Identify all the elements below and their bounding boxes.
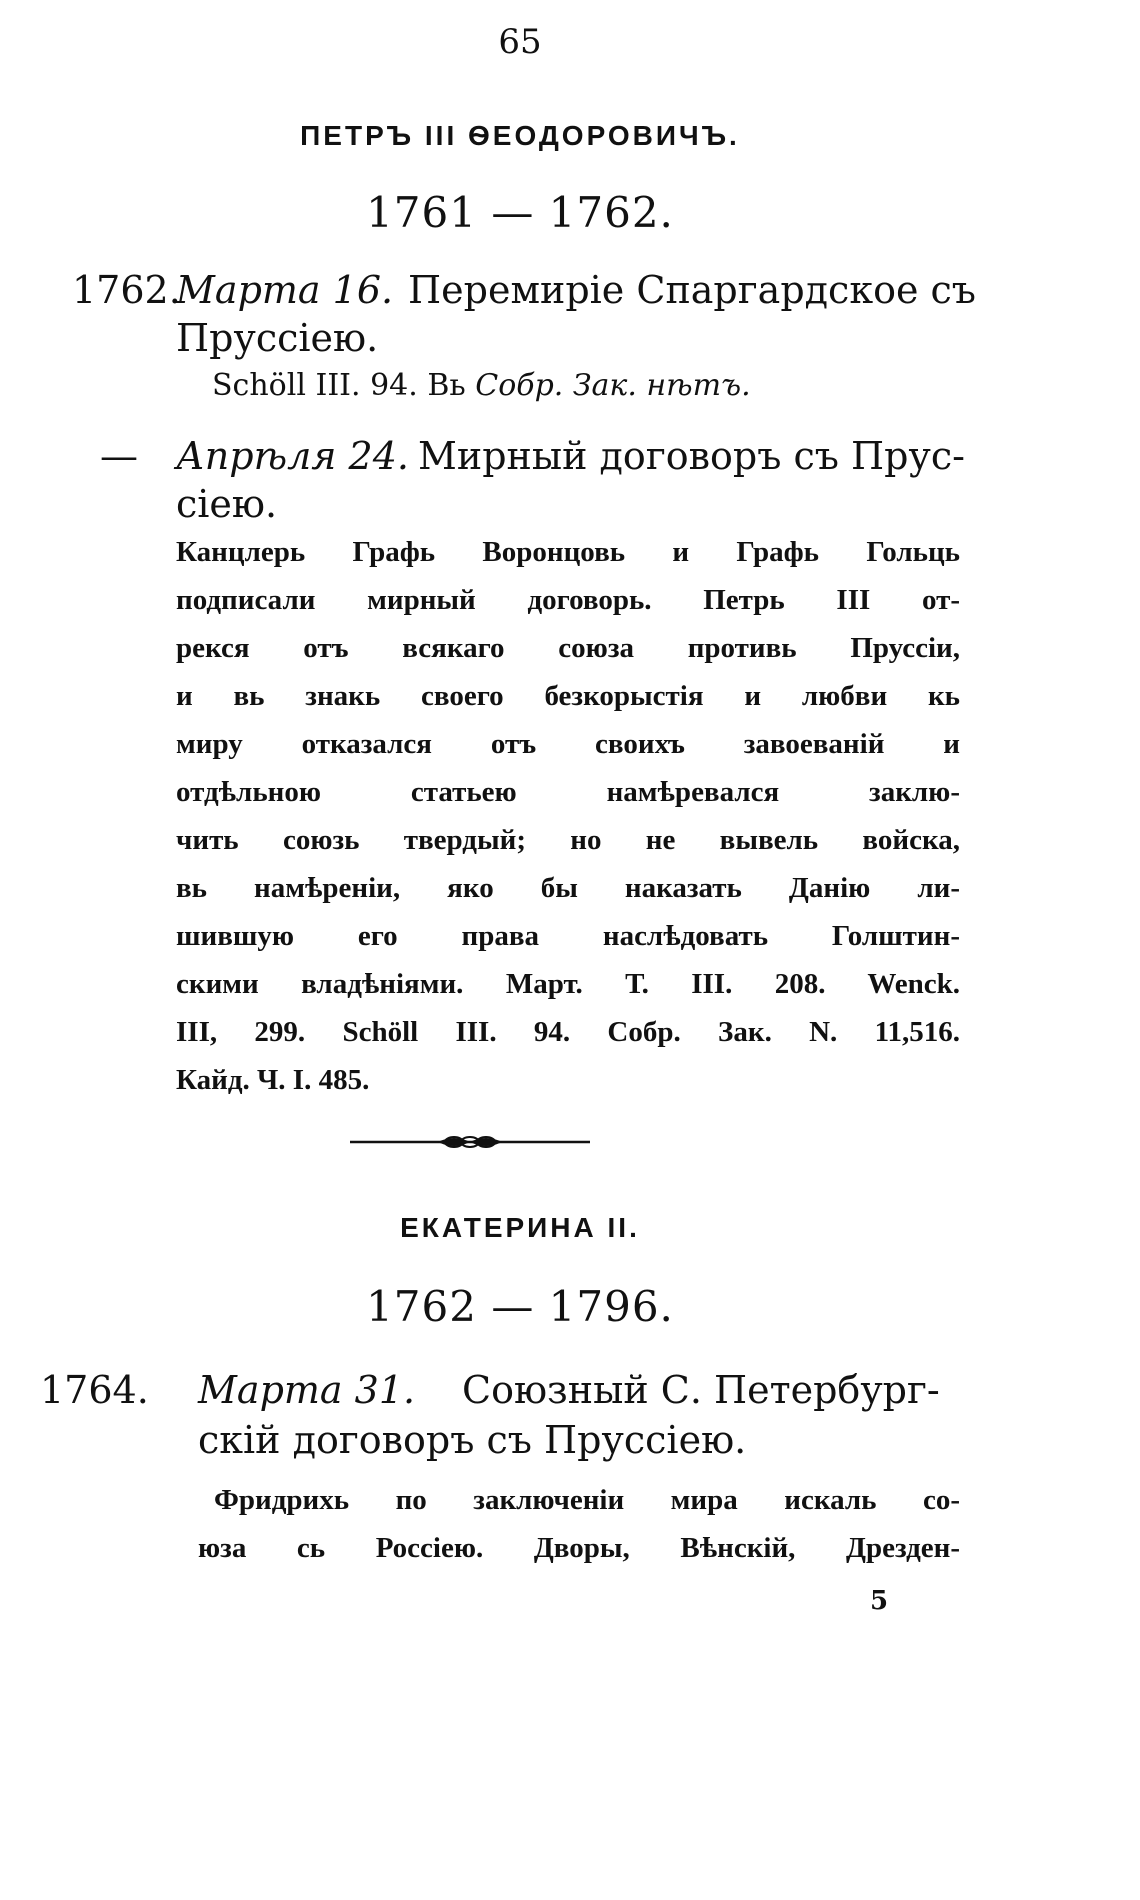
signature-mark: 5 bbox=[870, 1586, 889, 1616]
entry-body-line: III, 299. Schöll III. 94. Собр. Зак. N. 11,516. bbox=[176, 1016, 960, 1048]
entry-body-line: шившую его права наслѣдовать Голштин- bbox=[176, 920, 960, 952]
section-heading-peter-iii: ПЕТРЪ III ѲЕОДОРОВИЧЪ. bbox=[300, 120, 740, 151]
page-number: 65 bbox=[498, 22, 542, 62]
entry-body-line: Фридрихь по заключеніи мира искаль со- bbox=[214, 1484, 960, 1516]
entry-date: Апрѣля 24. bbox=[176, 434, 409, 478]
entry-body-line: чить союзь твердый; но не вывель войска, bbox=[176, 824, 960, 856]
entry-body-line: вь намѣреніи, яко бы наказать Данію ли- bbox=[176, 872, 960, 904]
entry-date: Марта 31. bbox=[198, 1368, 416, 1412]
reference-italic: Собр. Зак. нѣтъ. bbox=[475, 368, 751, 403]
entry-title-line: Союзный С. Петербург- bbox=[462, 1368, 940, 1412]
entry-reference bbox=[212, 368, 751, 403]
entry-body-line: Канцлерь Графь Воронцовь и Графь Гольць bbox=[176, 536, 960, 568]
entry-body-line: скими владѣніями. Март. Т. III. 208. Wenck. bbox=[176, 968, 960, 1000]
entry-body-line: отдѣльною статьею намѣревался заклю- bbox=[176, 776, 960, 808]
entry-body-line: и вь знакь своего безкорыстія и любви кь bbox=[176, 680, 960, 712]
entry-body-line: рекся отъ всякаго союза противь Пруссіи, bbox=[176, 632, 960, 664]
entry-body-line: миру отказался отъ своихъ завоеваній и bbox=[176, 728, 960, 760]
entry-title-line: сіею. bbox=[176, 482, 278, 526]
section-heading-catherine-ii: ЕКАТЕРИНА II. bbox=[400, 1212, 640, 1243]
entry-body-line: подписали мирный договорь. Петрь III от- bbox=[176, 584, 960, 616]
ornamental-divider bbox=[350, 1133, 590, 1151]
reference-text: Schöll III. 94. Вь bbox=[212, 368, 476, 403]
entry-year: 1762. bbox=[72, 268, 181, 312]
entry-title-line: скій договоръ съ Пруссіею. bbox=[198, 1418, 747, 1462]
reign-years-catherine-ii: 1762 — 1796. bbox=[366, 1282, 674, 1331]
entry-date: Марта 16. bbox=[176, 268, 394, 312]
entry-year-dash: — bbox=[100, 434, 138, 478]
entry-title-line: Мирный договоръ съ Прус- bbox=[418, 434, 965, 478]
entry-body-line: Кайд. Ч. I. 485. bbox=[176, 1064, 370, 1096]
entry-title-line: Перемиріе Спаргардское съ bbox=[408, 268, 976, 312]
reign-years-peter-iii: 1761 — 1762. bbox=[366, 188, 674, 237]
entry-year: 1764. bbox=[40, 1368, 149, 1412]
entry-title-line: Пруссіею. bbox=[176, 316, 379, 360]
entry-body-line: юза сь Россіею. Дворы, Вѣнскій, Дрезден- bbox=[198, 1532, 960, 1564]
